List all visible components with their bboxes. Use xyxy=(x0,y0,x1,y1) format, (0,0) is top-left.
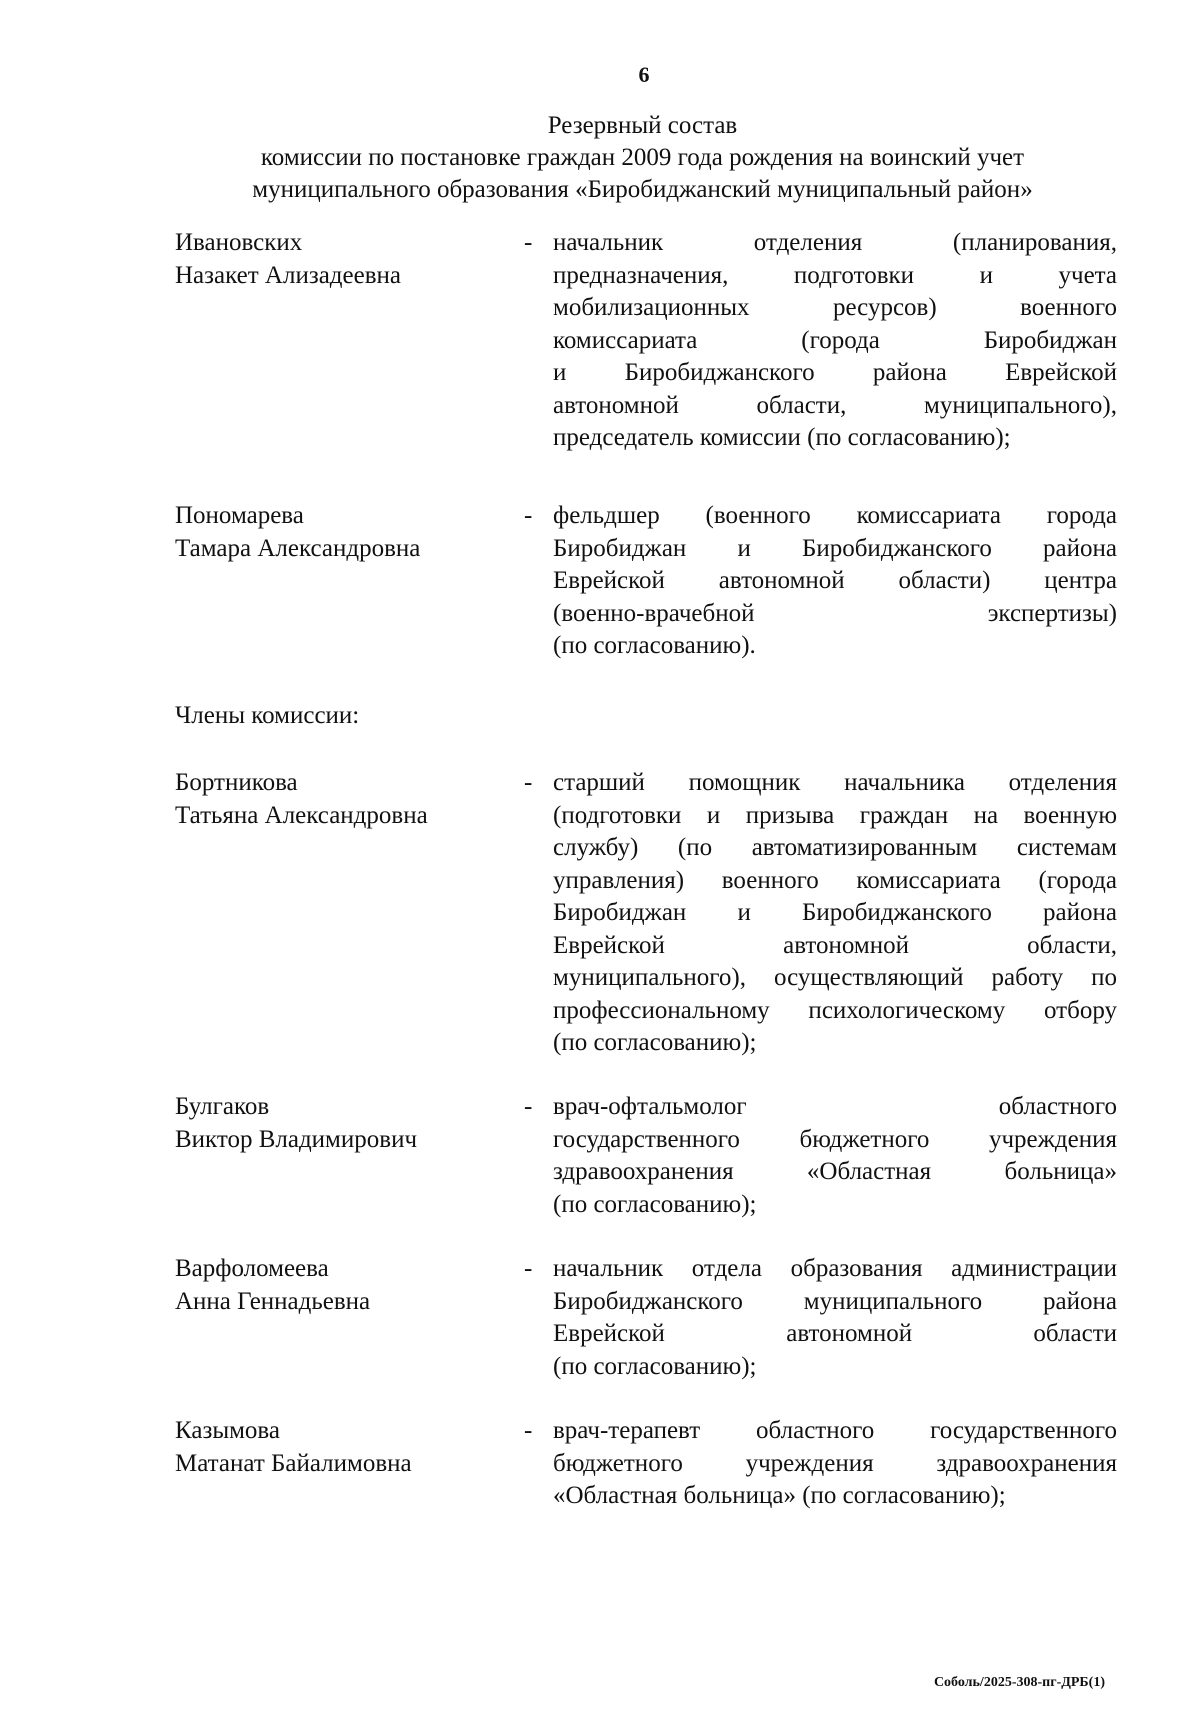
person-name xyxy=(175,500,505,565)
position-line: Биробиджан и Биробиджанского района xyxy=(553,534,1117,562)
person-surname: Пономарева xyxy=(175,502,304,529)
person-given-name: Виктор Владимирович xyxy=(175,1125,418,1153)
person-name xyxy=(175,1091,505,1156)
position-line: врач-офтальмолог областного xyxy=(553,1093,1117,1120)
entry-dash: - xyxy=(524,502,533,529)
position-line: «Областная больница» (по согласованию); xyxy=(553,1482,1006,1509)
position-line: профессиональному психологическому отбору xyxy=(553,996,1117,1024)
position-line: муниципального), осуществляющий работу по xyxy=(553,964,1117,991)
person-position xyxy=(553,500,1117,663)
person-name xyxy=(175,767,505,832)
title-line-3: муниципального образования «Биробиджанский муниципальный район» xyxy=(252,176,1033,203)
position-line: государственного бюджетного учреждения xyxy=(553,1125,1117,1153)
person-position xyxy=(553,1091,1117,1221)
person-given-name: Тамара Александровна xyxy=(175,534,421,562)
document-code: Соболь/2025-308-пг-ДРБ(1) xyxy=(933,1675,1105,1690)
person-given-name: Анна Геннадьевна xyxy=(175,1287,371,1315)
position-line: Еврейской автономной области, xyxy=(553,931,1117,959)
person-given-name: Татьяна Александровна xyxy=(175,801,428,829)
person-given-name: Назакет Ализадеевна xyxy=(175,261,401,289)
person-position xyxy=(553,1253,1117,1383)
person-surname: Булгаков xyxy=(175,1093,270,1120)
position-line: (по согласованию); xyxy=(553,1352,757,1380)
person-name xyxy=(175,1415,505,1480)
person-position xyxy=(553,227,1117,455)
entry-dash: - xyxy=(524,229,533,256)
position-line: управления) военного комиссариата (города xyxy=(553,866,1117,894)
position-line: автономной области, муниципального), xyxy=(553,391,1117,419)
position-line: начальник отделения (планирования, xyxy=(553,229,1117,256)
position-line: предназначения, подготовки и учета xyxy=(553,261,1117,289)
entry-dash: - xyxy=(524,1417,533,1444)
position-line: старший помощник начальника отделения xyxy=(553,769,1117,796)
position-line: председатель комиссии (по согласованию); xyxy=(553,424,1011,451)
page-number: 6 xyxy=(638,62,650,87)
person-name xyxy=(175,1253,505,1318)
person-position xyxy=(553,1415,1117,1513)
position-line: Биробиджанского муниципального района xyxy=(553,1287,1117,1315)
members-heading: Члены комиссии: xyxy=(175,702,360,729)
position-line: (по согласованию). xyxy=(553,632,756,659)
document-title xyxy=(180,110,1105,206)
position-line: бюджетного учреждения здравоохранения xyxy=(553,1449,1117,1477)
position-line: здравоохранения «Областная больница» xyxy=(553,1158,1117,1185)
position-line: начальник отдела образования администрации xyxy=(553,1255,1117,1282)
entry-dash: - xyxy=(524,769,533,796)
position-line: службу) (по автоматизированным системам xyxy=(553,834,1117,861)
title-line-2: комиссии по постановке граждан 2009 года рождения на воинский учет xyxy=(260,144,1025,171)
position-line: фельдшер (военного комиссариата города xyxy=(553,502,1117,529)
position-line: мобилизационных ресурсов) военного xyxy=(553,294,1117,321)
position-line: Биробиджан и Биробиджанского района xyxy=(553,899,1117,926)
position-line: и Биробиджанского района Еврейской xyxy=(553,359,1117,386)
position-line: (по согласованию); xyxy=(553,1029,757,1056)
person-given-name: Матанат Байалимовна xyxy=(175,1449,412,1477)
position-line: (подготовки и призыва граждан на военную xyxy=(553,801,1117,829)
person-name xyxy=(175,227,505,292)
title-line-1: Резервный состав xyxy=(547,112,738,139)
entry-dash: - xyxy=(524,1093,533,1120)
position-line: Еврейской автономной области xyxy=(553,1320,1117,1347)
position-line: (военно-врачебной экспертизы) xyxy=(553,599,1117,627)
person-surname: Варфоломеева xyxy=(175,1255,329,1282)
position-line: (по согласованию); xyxy=(553,1190,757,1218)
position-line: врач-терапевт областного государственного xyxy=(553,1417,1117,1444)
person-surname: Казымова xyxy=(175,1417,281,1444)
position-line: Еврейской автономной области) центра xyxy=(553,567,1117,594)
entry-dash: - xyxy=(524,1255,533,1282)
position-line: комиссариата (города Биробиджан xyxy=(553,326,1117,354)
person-surname: Бортникова xyxy=(175,769,298,796)
person-position xyxy=(553,767,1117,1060)
person-surname: Ивановских xyxy=(175,229,303,256)
